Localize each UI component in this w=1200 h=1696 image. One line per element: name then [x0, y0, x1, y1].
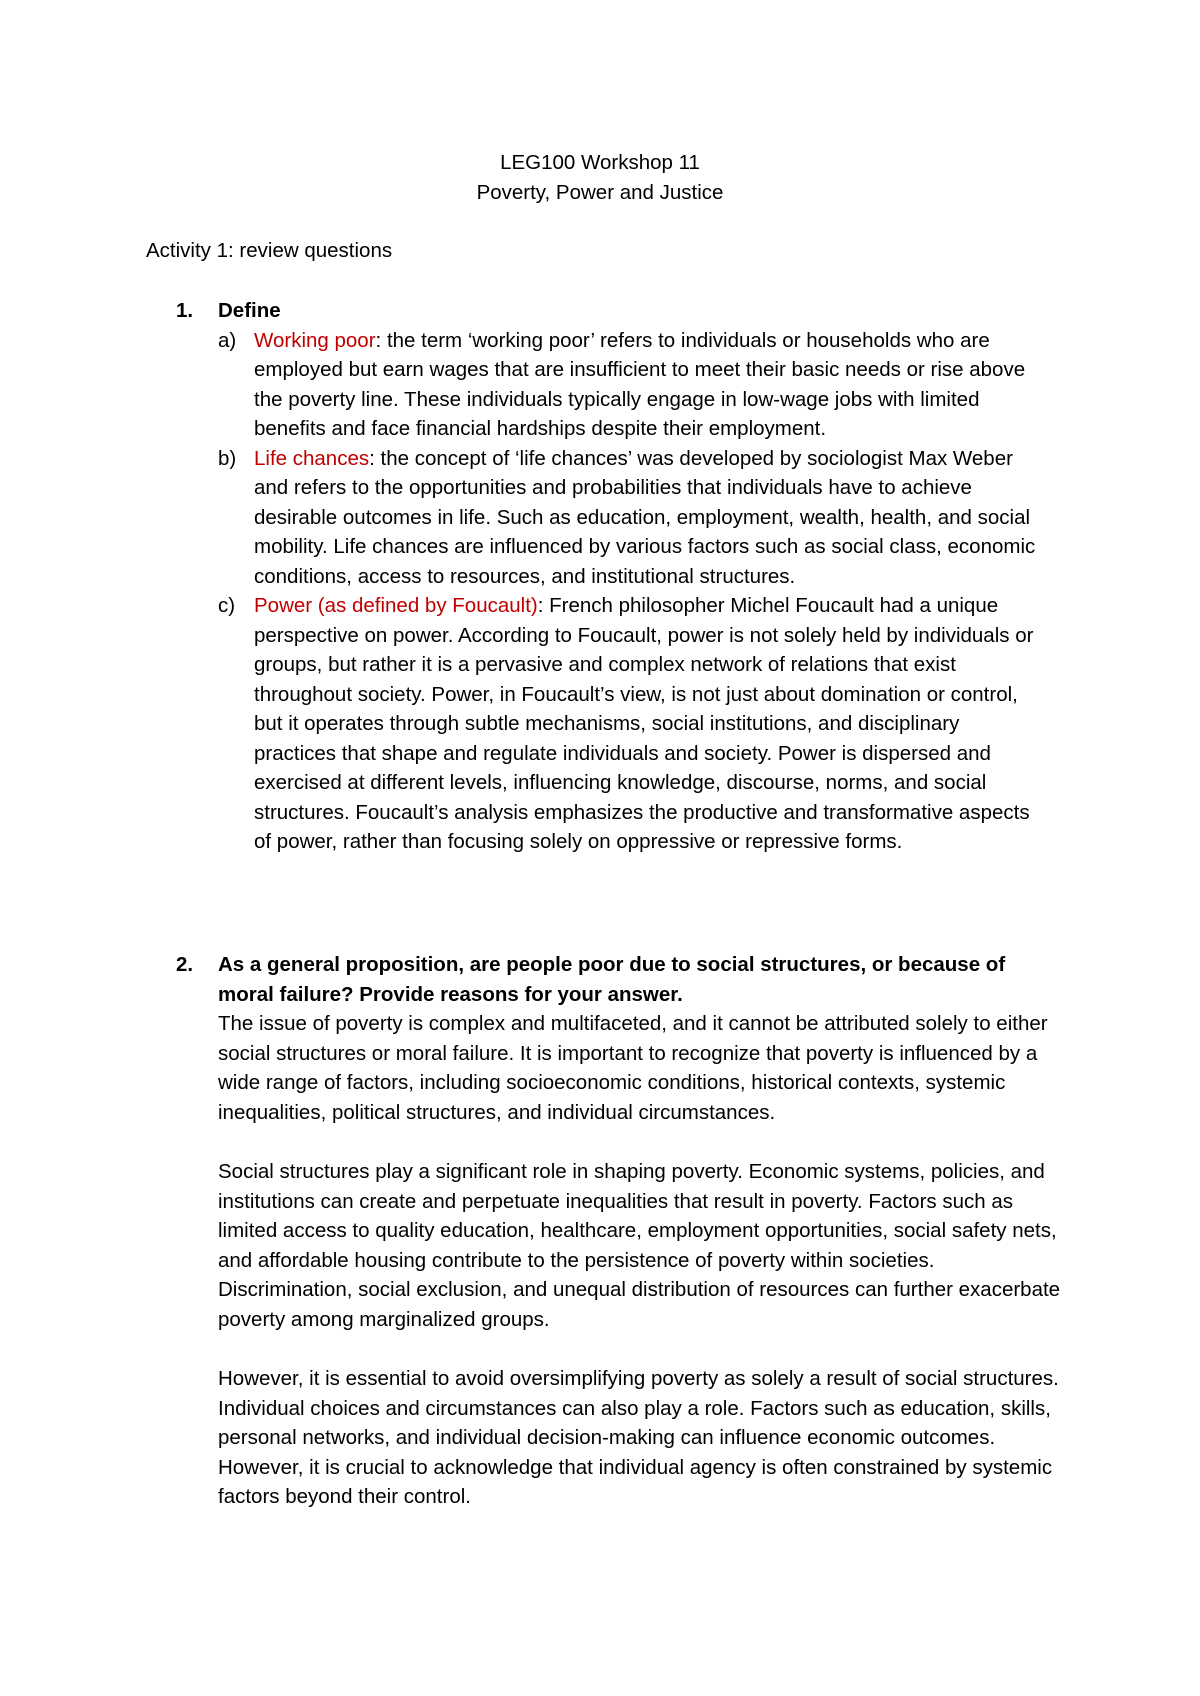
paragraph-spacer [146, 1127, 1086, 1157]
definition-term: Working poor [254, 328, 376, 352]
document-subtitle: Poverty, Power and Justice [476, 181, 724, 204]
question-2-number: 2. [176, 953, 194, 976]
question-1-number: 1. [176, 299, 194, 322]
question-1-heading [146, 296, 1086, 326]
definition-item [146, 591, 1044, 857]
definition-letter: b) [218, 446, 237, 470]
definition-text: : the concept of ‘life chances’ was developed by sociologist Max Weber and refers to the opportunities and probabilities that individuals have to achieve desirable outcomes in life. Such as education, employment, wealth, health, and social mobility. Life chances are influenced by various factors such as social class, economic conditions, access to resources, and institutional structures. [254, 446, 1036, 588]
definition-item [146, 444, 1044, 592]
definition-item [146, 326, 1044, 444]
definition-term: Power (as defined by Foucault) [254, 594, 538, 617]
question-1-heading-text: Define [218, 299, 281, 322]
question-2-heading-text: As a general proposition, are people poor due to social structures, or because of moral failure? Provide reasons for your answer. [218, 953, 1006, 1006]
title-block [0, 148, 1200, 208]
definition-text: : French philosopher Michel Foucault had a unique perspective on power. According to Foucault, power is not solely held by individuals or groups, but rather it is a pervasive and complex network of relations that exist throughout society. Power, in Foucault’s view, is not just about domination or control, but it operates through subtle mechanisms, social institutions, and disciplinary practices that shape and regulate individuals and society. Power is dispersed and exercised at different levels, influencing knowledge, discourse, norms, and social structures. Foucault’s analysis emphasizes the productive and transformative aspects of power, rather than focusing solely on oppressive or repressive forms. [254, 594, 1034, 853]
answer-paragraph: Social structures play a significant role in shaping poverty. Economic systems, policies, and institutions can create and perpetuate inequalities that result in poverty. Factors such as limited access to quality education, healthcare, employment opportunities, social safety nets, and affordable housing contribute to the persistence of poverty within societies. Discrimination, social exclusion, and unequal distribution of resources can further exacerbate poverty among marginalized groups. [218, 1160, 1061, 1331]
question-2-heading [146, 950, 1028, 1009]
answer-paragraph: However, it is essential to avoid oversimplifying poverty as solely a result of social structures. Individual choices and circumstances can also play a role. Factors such as education, skills, personal networks, and individual decision-making can influence economic outcomes. However, it is crucial to acknowledge that individual agency is often constrained by systemic factors beyond their control. [218, 1367, 1059, 1508]
question-1 [146, 296, 1086, 857]
definition-term: Life chances [254, 446, 370, 470]
definition-text: : the term ‘working poor’ refers to individuals or households who are employed but earn wages that are insufficient to meet their basic needs or rise above the poverty line. These individuals typically engage in low-wage jobs with limited benefits and face financial hardships despite their employment. [254, 328, 1026, 440]
definition-letter: a) [218, 328, 237, 352]
definition-letter: c) [218, 594, 236, 617]
question-2 [146, 950, 1086, 1512]
paragraph-spacer [146, 1334, 1086, 1364]
activity-heading: Activity 1: review questions [146, 239, 393, 262]
document-title: LEG100 Workshop 11 [500, 151, 700, 174]
answer-paragraph: The issue of poverty is complex and multifaceted, and it cannot be attributed solely to either social structures or moral failure. It is important to recognize that poverty is influenced by a wide range of factors, including socioeconomic conditions, historical contexts, systemic inequalities, political structures, and individual circumstances. [218, 1012, 1048, 1124]
